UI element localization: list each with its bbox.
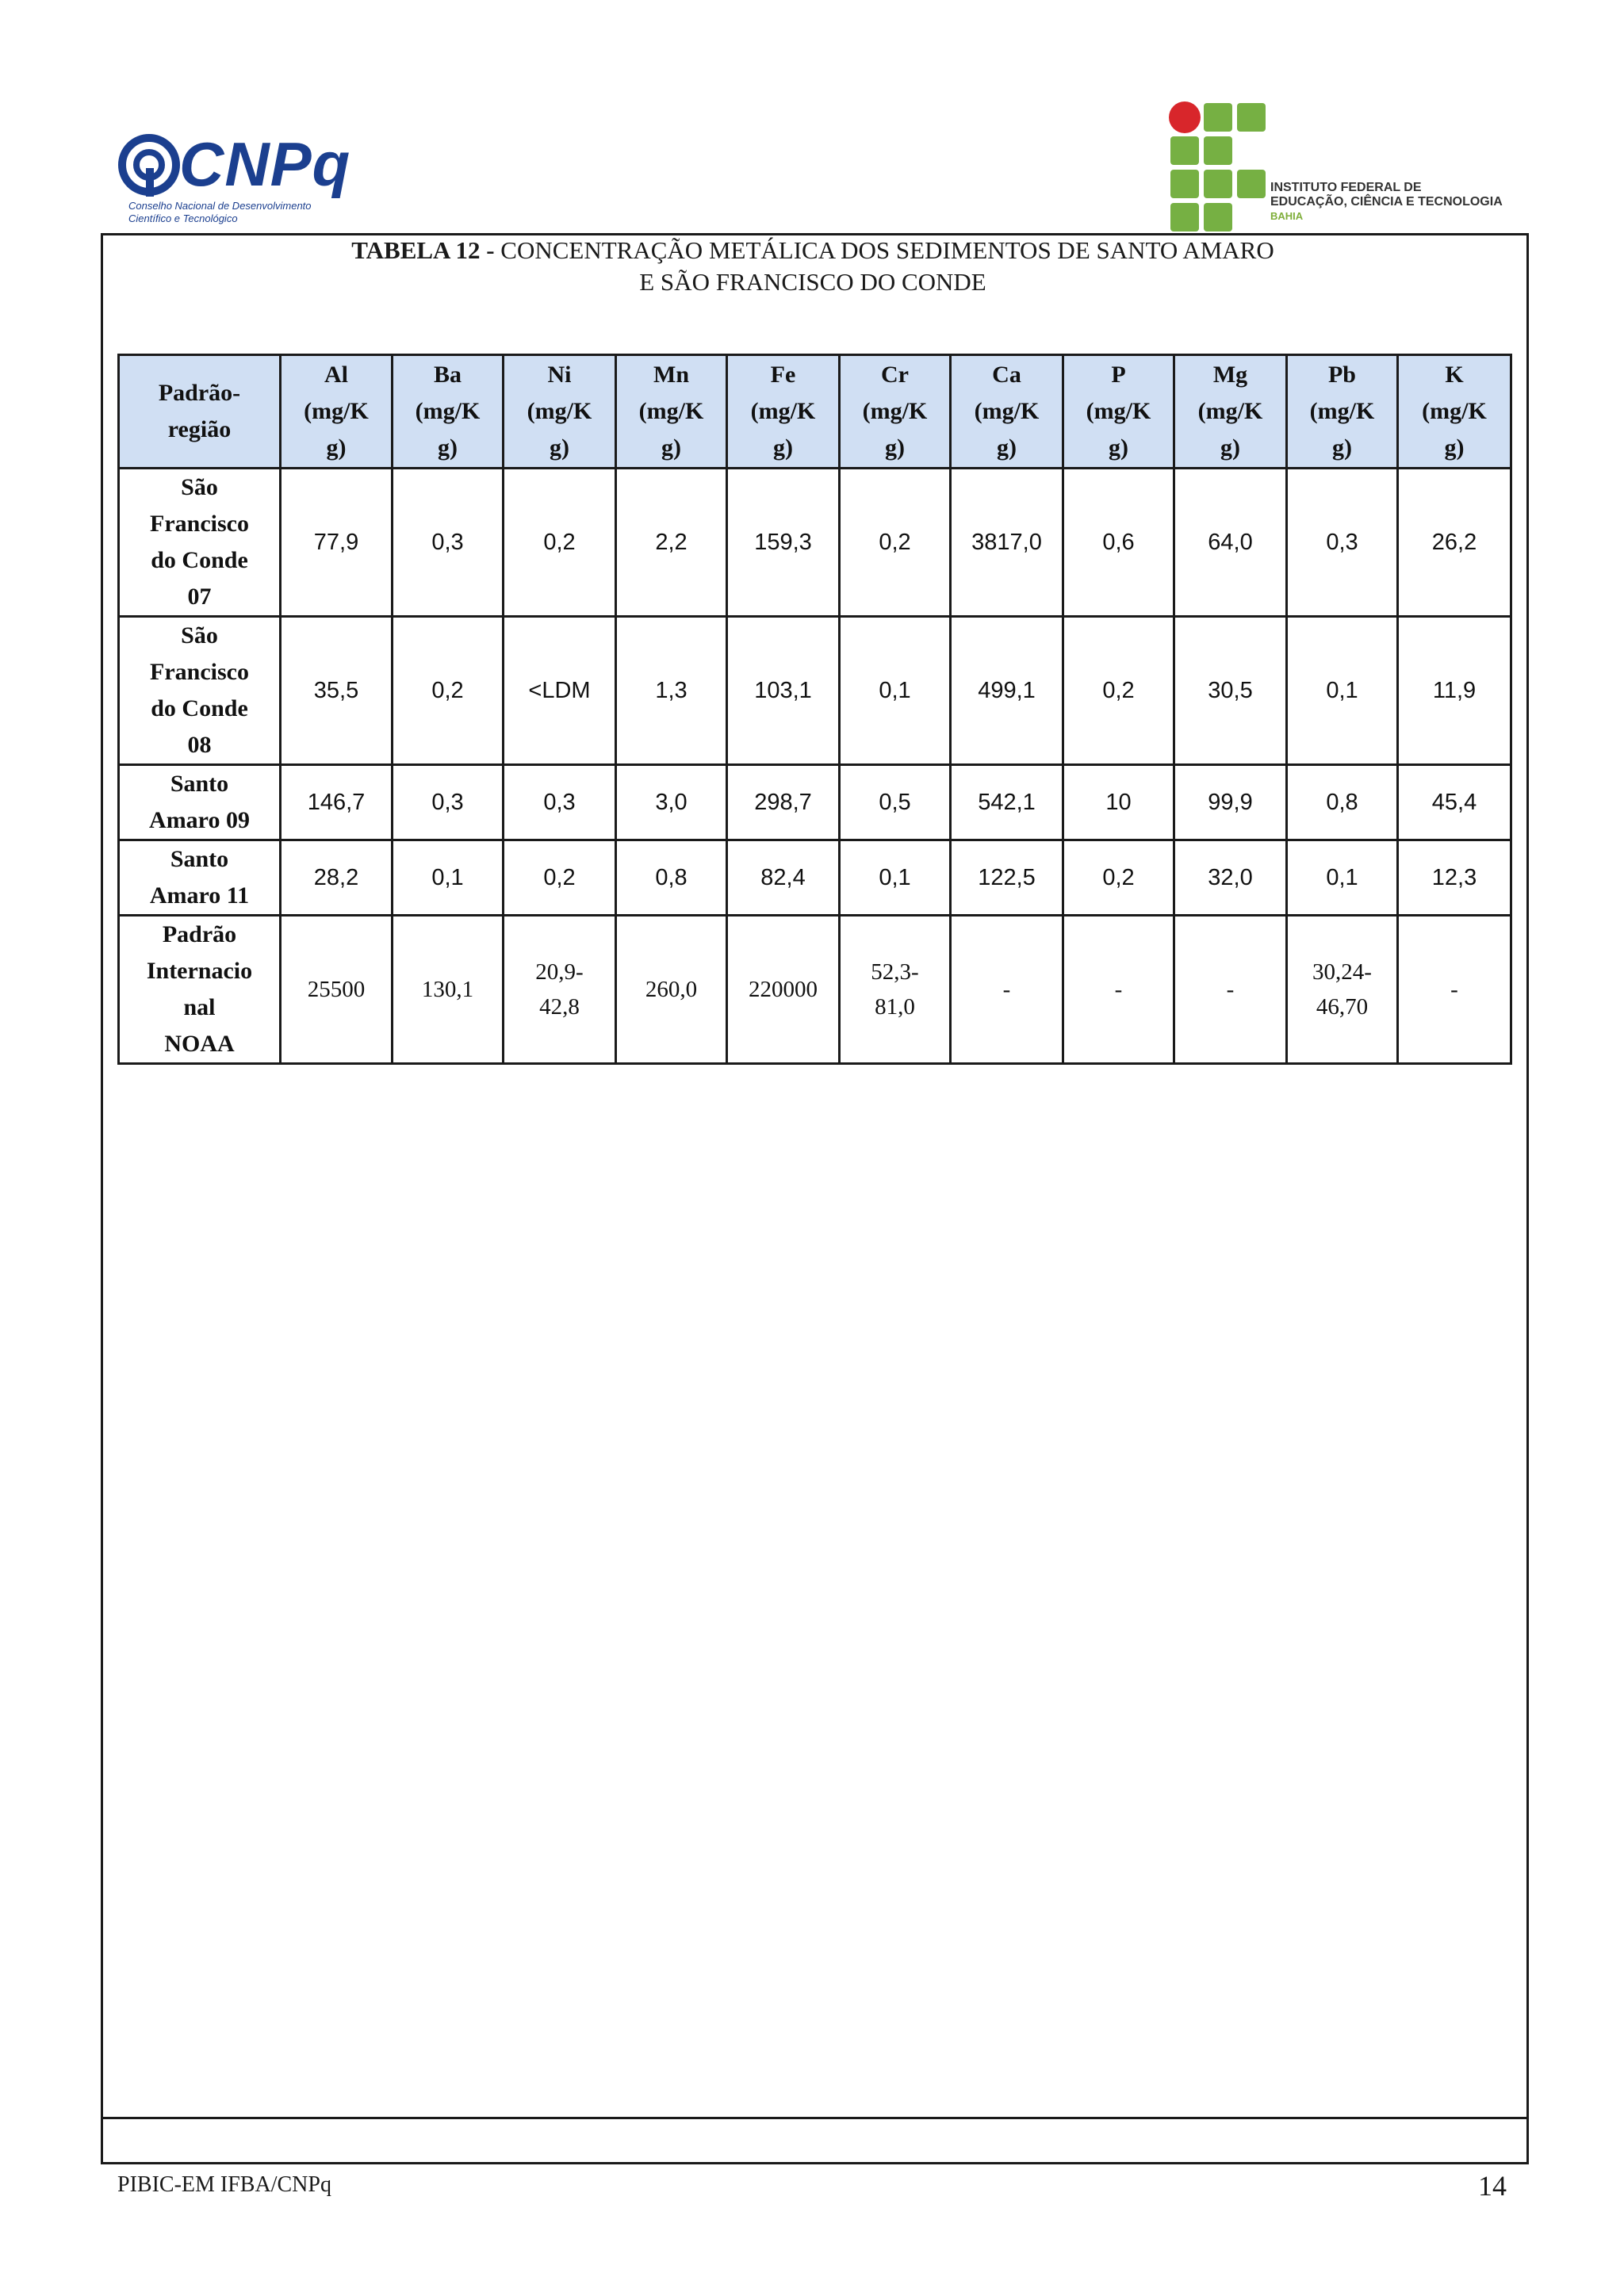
table-cell: 0,6 [1063,469,1174,617]
table-cell: 0,2 [504,469,616,617]
ifba-emblem-icon [1167,100,1270,235]
table-cell: - [951,916,1063,1064]
table-cell: 77,9 [281,469,393,617]
row-label [119,840,281,916]
column-header-unit-2: g) [1444,434,1465,461]
frame-divider [101,2117,1529,2119]
column-header-unit-2: g) [438,434,458,461]
column-header [616,355,727,469]
table-cell: 0,2 [840,469,951,617]
row-label-line: NOAA [164,1031,235,1057]
table-cell: 542,1 [951,765,1063,840]
cnpq-subtitle-line-2: Científico e Tecnológico [128,212,238,224]
table-cell: 0,2 [393,617,504,765]
row-label-line: Internacio [146,958,253,984]
table-cell: 220000 [727,916,840,1064]
table-cell: 20,9- 42,8 [504,916,616,1064]
row-label-line: do Conde [151,547,248,573]
ifba-name-line-3: BAHIA [1270,210,1304,222]
table-cell: 0,1 [1287,617,1398,765]
table-cell: 64,0 [1174,469,1287,617]
column-header-unit-1: (mg/K [304,398,369,424]
table-cell: 260,0 [616,916,727,1064]
column-header-name: Mg [1212,362,1248,388]
column-header-unit-1: (mg/K [1086,398,1151,424]
row-label-line: nal [183,994,216,1020]
column-header-unit-2: g) [1332,434,1352,461]
table-cell: 0,1 [393,840,504,916]
column-header-unit-1: (mg/K [1422,398,1487,424]
caption-line-1: CONCENTRAÇÃO METÁLICA DOS SEDIMENTOS DE SANTO AMARO [500,236,1274,264]
table-cell: 499,1 [951,617,1063,765]
column-header [1063,355,1174,469]
column-header-unit-1: (mg/K [527,398,592,424]
column-header-unit-2: g) [661,434,681,461]
column-header-unit-2: g) [1220,434,1240,461]
table-cell: 32,0 [1174,840,1287,916]
column-header-unit-2: g) [1109,434,1128,461]
column-header-name: Fe [770,362,796,388]
table-cell: 1,3 [616,617,727,765]
concentration-table [117,354,1512,1065]
row-label-line: Padrão [162,921,237,947]
column-header [1287,355,1398,469]
page-number: 14 [1478,2170,1507,2202]
table-cell: 99,9 [1174,765,1287,840]
column-header-unit-1: (mg/K [1309,398,1375,424]
table-cell: - [1063,916,1174,1064]
cnpq-subtitle-line-1: Conselho Nacional de Desenvolvimento [128,200,312,212]
row-label-line: Amaro 09 [149,807,250,833]
footer-credit: PIBIC-EM IFBA/CNPq [117,2172,331,2197]
table-row [119,765,1511,840]
row-label-line: São [181,622,218,649]
table-cell: 130,1 [393,916,504,1064]
row-label [119,469,281,617]
table-row [119,916,1511,1064]
column-header-name: Ba [433,362,462,388]
table-cell: 82,4 [727,840,840,916]
table-cell: 3,0 [616,765,727,840]
column-header [393,355,504,469]
table-cell: 35,5 [281,617,393,765]
column-header [840,355,951,469]
column-header-name: Ca [992,362,1021,388]
column-header-name: Pb [1327,362,1356,388]
column-header-name: K [1445,362,1464,388]
table-cell: 2,2 [616,469,727,617]
table-cell: 0,1 [840,617,951,765]
row-label-line: Francisco [150,659,249,685]
column-header [727,355,840,469]
column-header-name: Al [324,362,348,388]
table-cell: 30,24- 46,70 [1287,916,1398,1064]
table-cell: 3817,0 [951,469,1063,617]
table-cell: 0,8 [1287,765,1398,840]
column-header-unit-1: (mg/K [862,398,928,424]
ifba-logo [1167,100,1516,239]
column-header-unit-1: (mg/K [974,398,1040,424]
table-cell: 0,3 [393,765,504,840]
table-cell: 11,9 [1398,617,1511,765]
table-body [119,469,1511,1064]
table-cell: - [1174,916,1287,1064]
column-header [1174,355,1287,469]
column-header-unit-1: (mg/K [638,398,704,424]
column-header-unit-2: g) [326,434,347,461]
ifba-name-line-2: EDUCAÇÃO, CIÊNCIA E TECNOLOGIA [1270,195,1503,209]
row-label-line: São [181,474,218,500]
column-header [281,355,393,469]
caption-label: TABELA 12 - [351,236,495,264]
row-label-line: Francisco [150,511,249,537]
column-header [504,355,616,469]
table-cell: 26,2 [1398,469,1511,617]
table-cell: 10 [1063,765,1174,840]
table-cell: 0,2 [1063,617,1174,765]
ifba-name-line-1: INSTITUTO FEDERAL DE [1270,181,1422,194]
table-cell: 0,2 [1063,840,1174,916]
table-row [119,469,1511,617]
table-cell: 0,3 [504,765,616,840]
table-cell: 0,3 [1287,469,1398,617]
column-header [1398,355,1511,469]
row-label [119,617,281,765]
table-cell: 30,5 [1174,617,1287,765]
cnpq-wordmark: CNPq [179,129,351,199]
column-header-unit-2: g) [885,434,905,461]
table-cell: 0,1 [1287,840,1398,916]
table-cell: 0,2 [504,840,616,916]
column-header [951,355,1063,469]
table-row [119,617,1511,765]
table-cell: 122,5 [951,840,1063,916]
table-cell: 25500 [281,916,393,1064]
table-cell: - [1398,916,1511,1064]
row-label-line: 08 [187,732,212,758]
column-header-unit-1: (mg/K [1197,398,1263,424]
column-header-name: Ni [547,362,572,388]
table-cell: 12,3 [1398,840,1511,916]
cnpq-emblem-icon [117,133,181,197]
table-cell: 0,5 [840,765,951,840]
table-cell: <LDM [504,617,616,765]
column-header-unit-2: g) [997,434,1017,461]
column-header-name: Padrão- [158,380,241,406]
column-header-unit-1: (mg/K [415,398,481,424]
table-cell: 0,8 [616,840,727,916]
table-cell: 0,1 [840,840,951,916]
table-cell: 52,3- 81,0 [840,916,951,1064]
row-label-line: 07 [187,584,212,610]
table-cell: 146,7 [281,765,393,840]
cnpq-logo [117,127,371,230]
caption-line-2: E SÃO FRANCISCO DO CONDE [639,268,986,296]
table-cell: 103,1 [727,617,840,765]
table-cell: 28,2 [281,840,393,916]
table-row [119,840,1511,916]
column-header-name: P [1111,362,1126,388]
column-header-name: Cr [881,362,909,388]
table-cell: 298,7 [727,765,840,840]
column-header [119,355,281,469]
row-label-line: Santo [170,846,229,872]
row-label [119,765,281,840]
table-header-row [119,355,1511,469]
row-label [119,916,281,1064]
table-caption [159,235,1467,298]
row-label-line: Santo [170,771,229,797]
column-header-unit-1: (mg/K [750,398,816,424]
row-label-line: do Conde [151,695,248,721]
column-header-unit-2: g) [550,434,569,461]
column-header-name: Mn [653,362,689,388]
column-header-unit-1: região [167,416,232,442]
ifba-name [1270,181,1503,224]
row-label-line: Amaro 11 [149,882,250,909]
column-header-unit-2: g) [773,434,793,461]
cnpq-subtitle [128,200,312,225]
table-cell: 0,3 [393,469,504,617]
table-cell: 45,4 [1398,765,1511,840]
table-cell: 159,3 [727,469,840,617]
